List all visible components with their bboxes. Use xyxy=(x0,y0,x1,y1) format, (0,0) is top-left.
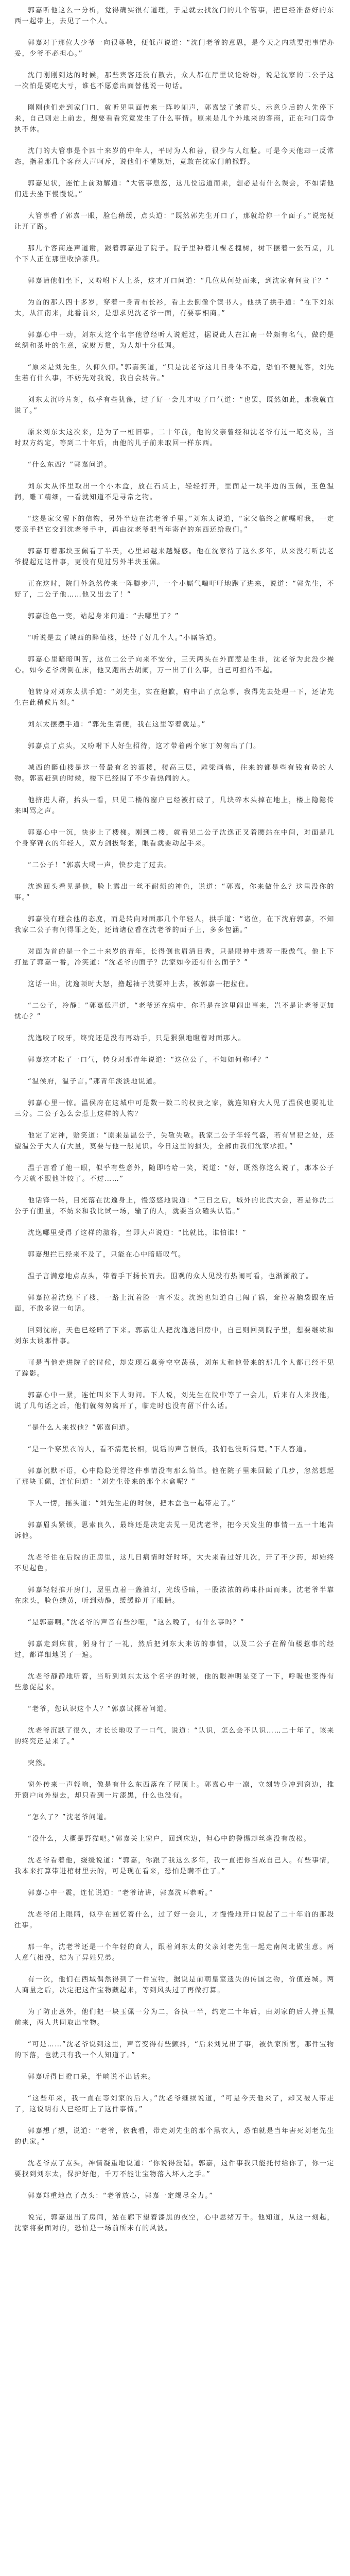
paragraph: 郭嘉心中一紧，连忙叫来下人询问。下人说，刘先生在院中等了一会儿，后来有人来找他，说了几句话之后，他们就匆匆离开了，临走时也没有留下什么话。 xyxy=(14,1392,335,1410)
paragraph: 沈老爷住在后院的正房里，这几日病情时好时坏，大夫来看过好几次，开了不少药，却始终不见起色。 xyxy=(14,1554,335,1572)
paragraph: 刘东太摆摆手道：“郭先生请便，我在这里等着就是。” xyxy=(28,721,206,728)
paragraph: “是郭嘉啊。”沈老爷的声音有些沙哑，“这么晚了，有什么事吗？” xyxy=(28,1619,245,1626)
paragraph: 郭嘉眉头紧锁，思索良久，最终还是决定去见一见沈老爷，把今天发生的事情一五一十地告诉他。 xyxy=(14,1521,335,1540)
paragraph: 下人一愣，摇头道：“刘先生走的时候，把木盒也一起带走了。” xyxy=(28,1500,236,1507)
paragraph: “听说是去了城西的醉仙楼，还带了好几个人。”小厮答道。 xyxy=(28,634,221,642)
paragraph: “什么东西？”郭嘉问道。 xyxy=(28,461,112,469)
paragraph: 沈老爷沉默了很久，才长长地叹了一口气，说道：“认识，怎么会不认识……二十年了，该来的终究还是来了。” xyxy=(14,1727,335,1745)
paragraph: 为首的那人四十多岁，穿着一身青布长衫，看上去倒像个读书人。他拱了拱手道：“在下刘东太，从江南来，此番前来，是想求见沈老爷一面，有要事相商。” xyxy=(14,299,335,317)
paragraph: 窗外传来一声轻响，像是有什么东西落在了屋顶上。郭嘉心中一凛，立刻转身冲到窗边，推开窗户向外望去，却只看到一片漆黑，什么也没有。 xyxy=(14,1781,335,1800)
paragraph: 郭嘉心里暗暗叫苦，这位二公子向来不安分，三天两头在外面惹是生非，沈老爷为此没少操心。如今老爷病倒在床，他又跑出去胡闹，万一出了什么事，自己可担待不起。 xyxy=(14,656,335,674)
paragraph: 沈逸咬了咬牙，终究还是没有再动手，只是狠狠地瞪着对面那人。 xyxy=(28,1035,246,1042)
paragraph: 刘东太沉吟片刻，似乎有些犹豫，过了好一会儿才叹了口气道：“也罢，既然如此，那我就直说了。” xyxy=(14,396,335,415)
paragraph: 郭嘉盯着那块玉佩看了半天，心里却越来越疑惑。他在沈家待了这么多年，从来没有听沈老爷提起过这件事，更没有见过另外半块玉佩。 xyxy=(14,548,335,566)
paragraph: 他定了定神，赔笑道：“原来是温公子，失敬失敬。我家二公子年轻气盛，若有冒犯之处，还望温公子大人有大量，莫要与他一般见识。今日这里的损失，全部由我们沈家承担。” xyxy=(14,1132,335,1150)
paragraph: 为了防止意外，他们把一块玉佩一分为二，各执一半，约定二十年后，由刘家的后人持玉佩前来，两人共同取出宝物。 xyxy=(14,2008,335,2027)
paragraph: 郭嘉点了点头，又吩咐下人好生招待，这才带着两个家丁匆匆出了门。 xyxy=(28,742,261,750)
paragraph: 郭嘉心中一沉，快步上了楼梯。刚到二楼，就看见二公子沈逸正叉着腰站在中间，对面是几个身穿锦衣的年轻人，双方剑拔弩张，眼看就要动起手来。 xyxy=(14,829,335,848)
paragraph: 回到沈府，天色已经暗了下来。郭嘉让人把沈逸送回房中，自己则回到院子里，想要继续和刘东太谈那件事。 xyxy=(14,1327,335,1345)
paragraph: 沈门的大管事是个四十来岁的中年人，平时为人和善，很少与人红脸。可是今天他却一反常态，指着那几个客商大声呵斥，说他们不懂规矩，竟敢在沈家门前撒野。 xyxy=(14,147,335,166)
paragraph: “怎么了？”沈老爷问道。 xyxy=(28,1814,112,1821)
paragraph: 郭嘉轻轻推开房门，屋里点着一盏油灯，光线昏暗，一股浓浓的药味扑面而来。沈老爷半靠在床头，脸色蜡黄，听到动静，缓缓睁开了眼睛。 xyxy=(14,1586,335,1605)
paragraph: 温子言满意地点点头，带着手下扬长而去。围观的众人见没有热闹可看，也渐渐散了。 xyxy=(28,1273,313,1280)
paragraph: 沈逸哪里受得了这样的激将，当即大声说道：“比就比，谁怕谁！” xyxy=(28,1229,247,1237)
paragraph: 郭嘉心里一惊。温侯府在这城中可是数一数二的权贵之家，就连知府大人见了温侯也要礼让三分。二公子怎么会惹上这样的人物？ xyxy=(14,1099,335,1118)
paragraph: 郭嘉郑重地点了点头：“老爷放心，郭嘉一定竭尽全力。” xyxy=(28,2192,214,2200)
paragraph: “是一个穿黑衣的人，看不清楚长相，说话的声音很低，我们也没听清楚。”下人答道。 xyxy=(28,1446,311,1453)
paragraph: 郭嘉见状，连忙上前劝解道：“大管事息怒，这几位远道而来，想必是有什么误会，不如请他们进去坐下慢慢说。” xyxy=(14,180,335,198)
paragraph: 那一年，沈老爷还是一个年轻的商人，跟着刘东太的父亲刘老先生一起走南闯北做生意。两人意气相投，结为了异姓兄弟。 xyxy=(14,1943,335,1962)
paragraph: “二公子！”郭嘉大喝一声，快步走了过去。 xyxy=(28,861,172,869)
paragraph: 说完，郭嘉退出了房间，站在廊下望着漆黑的夜空，心中思绪万千。他知道，从这一刻起，沈家将要面对的，恐怕是一场前所未有的风波。 xyxy=(14,2214,335,2232)
paragraph: 沈老爷静静地听着，当听到刘东太这个名字的时候，他的眼神明显变了一下，呼吸也变得有些急促起来。 xyxy=(14,1673,335,1691)
paragraph: 正在这时，院门外忽然传来一阵脚步声，一个小厮气喘吁吁地跑了进来，说道：“郭先生，不好了，二公子他……他又出去了！” xyxy=(14,580,335,599)
paragraph: 温子言看了他一眼，似乎有些意外，随即哈哈一笑，说道：“好，既然你这么说了，那本公子今天就不跟他计较了。不过……” xyxy=(14,1164,335,1183)
paragraph: “是什么人来找他？”郭嘉问道。 xyxy=(28,1424,134,1432)
paragraph: 有一次，他们在西域偶然得到了一件宝物，据说是前朝皇室遗失的传国之物，价值连城。两人商量之后，决定把这件宝物藏起来，等到风头过了再做打算。 xyxy=(14,1976,335,1994)
paragraph: “二公子，冷静！”郭嘉低声道，“老爷还在病中，你若是在这里闹出事来，岂不是让老爷更加忧心？” xyxy=(14,1002,335,1021)
paragraph: “可是……”沈老爷说到这里，声音变得有些颤抖，“后来刘兄出了事，被仇家所害，那件宝物的下落，也就只有我一个人知道了。” xyxy=(14,2041,335,2059)
paragraph: 郭嘉心中一震，连忙说道：“老爷请讲，郭嘉洗耳恭听。” xyxy=(28,1889,214,1897)
paragraph: 郭嘉这才松了一口气，转身对那青年说道：“这位公子，不知如何称呼？” xyxy=(28,1056,270,1064)
paragraph: 大管事看了郭嘉一眼，脸色稍缓，点头道：“既然郭先生开口了，那就给你一个面子。”说完便让开了路。 xyxy=(14,212,335,231)
paragraph: 郭嘉想拦已经来不及了，只能在心中暗暗叹气。 xyxy=(28,1251,186,1259)
paragraph: 沈老爷看着他，缓缓说道：“郭嘉，你跟了我这么多年，我一直把你当成自己人。有些事情，我本来打算带进棺材里去的，可是现在看来，恐怕是瞒不住了。” xyxy=(14,1857,335,1875)
paragraph: 刘东太从怀里取出一个小木盒，放在石桌上，轻轻打开，里面是一块半边的玉佩，玉色温润，雕工精细，一看就知道不是寻常之物。 xyxy=(14,483,335,501)
paragraph: 沈逸回头看见是他，脸上露出一丝不耐烦的神色，说道：“郭嘉，你来做什么？这里没你的事。” xyxy=(14,883,335,902)
paragraph: 郭嘉沉默不语，心中隐隐觉得这件事情没有那么简单。他在院子里来回踱了几步，忽然想起了那块玉佩，连忙问道：“刘先生带来的那个木盒呢？” xyxy=(14,1467,335,1486)
paragraph: 原来刘东太这次来，是为了一桩旧事。二十年前，他的父亲曾经和沈老爷有过一笔交易，当时双方约定，等到二十年后，由他的儿子前来取回一样东西。 xyxy=(14,429,335,447)
paragraph: 突然。 xyxy=(28,1759,50,1767)
paragraph: 他转身对刘东太拱手道：“刘先生，实在抱歉，府中出了点急事，我得先去处理一下，还请先生在此稍候片刻。” xyxy=(14,688,335,707)
paragraph: 城西的醉仙楼是这一带最有名的酒楼，楼高三层，雕梁画栋，往来的都是些有钱有势的人物。郭嘉赶到的时候，楼下已经围了不少看热闹的人。 xyxy=(14,764,335,783)
paragraph: 可是当他走进院子的时候，却发现石桌旁空空荡荡，刘东太和他带来的那几个人都已经不见了踪影。 xyxy=(14,1359,335,1378)
paragraph: “老爷，您认识这个人？”郭嘉试探着问道。 xyxy=(28,1705,172,1713)
paragraph: 他话锋一转，目光落在沈逸身上，慢悠悠地说道：“三日之后，城外的比武大会，若是你沈二公子有胆量，不妨来和我比试一场，输了的人，就要当众磕头认错。” xyxy=(14,1197,335,1215)
paragraph: 郭嘉请他们坐下，又吩咐下人上茶，这才开口问道：“几位从何处而来，到沈家有何贵干？” xyxy=(28,277,330,285)
paragraph: 沈老爷点了点头，神情凝重地说道：“你说得没错。郭嘉，这件事我只能托付给你了，你一定要找到刘东太，保护好他，千万不能让宝物落入坏人之手。” xyxy=(14,2160,335,2178)
paragraph: 郭嘉听得目瞪口呆，半晌说不出话来。 xyxy=(28,2073,156,2081)
paragraph: 郭嘉心中一动，刘东太这个名字他曾经听人说起过，据说此人在江南一带颇有名气，做的是丝绸和茶叶的生意，家财万贯，为人却十分低调。 xyxy=(14,331,335,350)
paragraph: 郭嘉想了想，说道：“老爷，依我看，带走刘先生的那个黑衣人，恐怕就是当年害死刘老先生的仇家。” xyxy=(14,2127,335,2146)
paragraph: 那几个客商连声道谢，跟着郭嘉进了院子。院子里种着几棵老槐树，树下摆着一张石桌，几个下人正在那里收拾茶具。 xyxy=(14,245,335,263)
paragraph: 郭嘉脸色一变，站起身来问道：“去哪里了？” xyxy=(28,613,180,620)
paragraph: 这话一出，沈逸顿时大怒，撸起袖子就要冲上去，被郭嘉一把拉住。 xyxy=(28,980,254,988)
paragraph: 郭嘉拉着沈逸下了楼，一路上沉着脸一言不发。沈逸也知道自己闯了祸，耷拉着脑袋跟在后面，不敢多说一句话。 xyxy=(14,1294,335,1313)
paragraph: 郭嘉对于那位大少爷一向很尊敬，便低声说道：“沈门老爷的意思，是今天之内就要把事情办妥，少爷不必担心。” xyxy=(14,39,335,58)
paragraph: “这些年来，我一直在等刘家的后人。”沈老爷继续说道，“可是今天他来了，却又被人带走了，这说明有人已经盯上了这件事情。” xyxy=(14,2095,335,2113)
paragraph: “没什么，大概是野猫吧。”郭嘉关上窗户，回到床边，但心中的警惕却丝毫没有放松。 xyxy=(28,1835,311,1843)
paragraph: 对面为首的是一个二十来岁的青年，长得倒也眉清目秀，只是眼神中透着一股傲气。他上下打量了郭嘉一番，冷笑道：“沈老爷的面子？沈家如今还有什么面子？” xyxy=(14,948,335,967)
paragraph: 郭嘉走到床前，躬身行了一礼，然后把刘东太来访的事情，以及二公子在醉仙楼惹事的经过，都详细地说了一遍。 xyxy=(14,1640,335,1659)
paragraph: “这是家父留下的信物，另外半边在沈老爷手里。”刘东太说道，“家父临终之前嘱咐我，一定要亲手把它交到沈老爷手中，再由沈老爷把当年寄存的东西还给我们。” xyxy=(14,515,335,534)
paragraph: 沈门刚刚到达的时候，那些宾客还没有散去，众人都在厅里议论纷纷，说是沈家的二公子这一次怕是要吃大亏，谁也不愿意出面替他说一句话。 xyxy=(14,72,335,90)
paragraph: “原来是刘先生，久仰久仰。”郭嘉笑道，“只是沈老爷这几日身体不适，恐怕不便见客，刘先生若有什么事，不妨先对我说，我自会转告。” xyxy=(14,364,335,382)
paragraph: 刚刚他们走到家门口，就听见里面传来一阵吵闹声，郭嘉皱了皱眉头，示意身后的人先停下来，自己则走上前去，想要看看究竟发生了什么事情。原来是几个外地来的客商，正在和门房争执不休。 xyxy=(14,104,335,133)
paragraph: 沈老爷闭上眼睛，似乎在回忆着什么，过了好一会儿，才慢慢地开口说起了二十年前的那段往事。 xyxy=(14,1911,335,1929)
paragraph: 郭嘉听他这么一分析，觉得确实很有道理，于是就去找沈门的几个管事，把已经准备好的东西一起带上，去见了一个人。 xyxy=(14,7,335,25)
paragraph: “温侯府，温子言。”那青年淡淡地说道。 xyxy=(28,1078,161,1086)
paragraph: 他挤进人群，抬头一看，只见二楼的窗户已经被打破了，几块碎木头掉在地上，楼上隐隐传来叫骂之声。 xyxy=(14,796,335,815)
paragraph: 郭嘉没有理会他的态度，而是转向对面那几个年轻人，拱手道：“诸位，在下沈府郭嘉，不知我家二公子有何得罪之处，还请诸位看在沈老爷的面子上，多多包涵。” xyxy=(14,916,335,934)
